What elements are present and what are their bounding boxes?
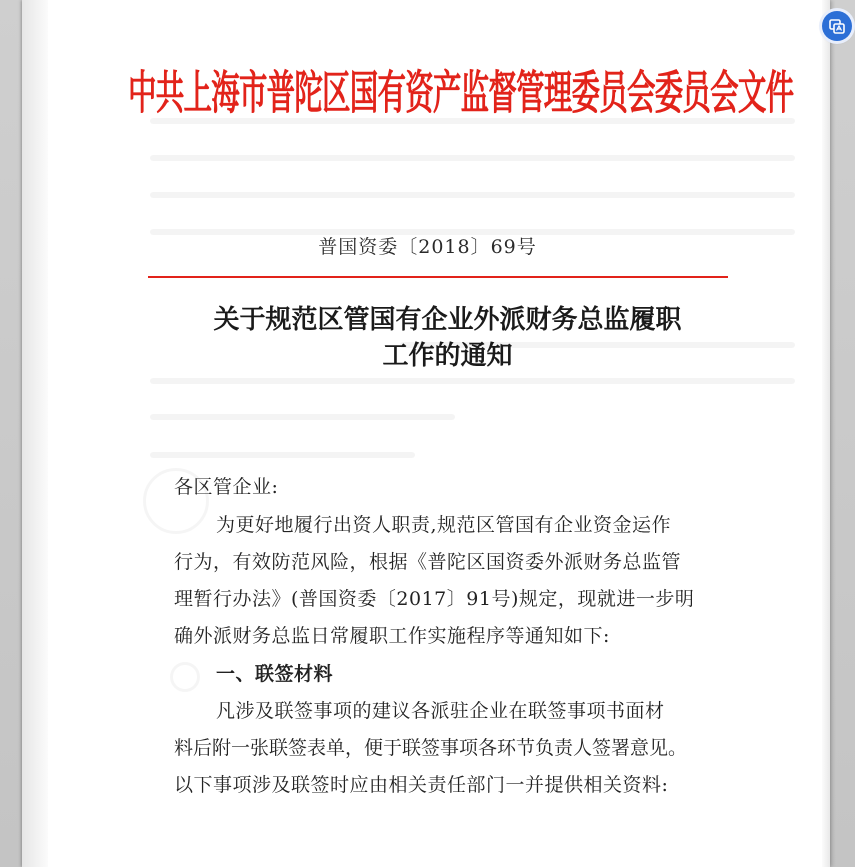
- red-divider: [148, 276, 728, 278]
- paragraph-line: 理暂行办法》(普国资委〔2017〕91号)规定，现就进一步明: [174, 588, 695, 610]
- notice-title: [0, 302, 855, 374]
- section-heading: 一、联签材料: [216, 663, 334, 685]
- paragraph-line: 确外派财务总监日常履职工作实施程序等通知如下:: [174, 625, 610, 647]
- bleed-through: [150, 414, 455, 420]
- notice-title-line-2: 工作的通知: [382, 341, 513, 371]
- punch-hole-mark: [170, 662, 200, 692]
- translate-button[interactable]: [822, 11, 852, 41]
- salutation: 各区管企业:: [174, 476, 279, 498]
- bleed-through: [150, 155, 795, 161]
- bleed-through: [150, 192, 795, 198]
- paragraph-line: 以下事项涉及联签时应由相关责任部门一并提供相关资料:: [174, 774, 669, 796]
- red-header-title: 中共上海市普陀区国有资产监督管理委员会委员会文件: [128, 66, 794, 121]
- bleed-through: [150, 378, 795, 384]
- translate-icon: [829, 18, 845, 34]
- document-number: 普国资委〔2018〕69号: [318, 236, 537, 258]
- bleed-through: [150, 452, 415, 458]
- notice-title-line-1: 关于规范区管国有企业外派财务总监履职: [213, 305, 682, 335]
- paragraph-line: 行为，有效防范风险，根据《普陀区国资委外派财务总监管: [174, 551, 682, 573]
- paragraph-line: 为更好地履行出资人职责,规范区管国有企业资金运作: [216, 514, 672, 536]
- paragraph-line: 料后附一张联签表单，便于联签事项各环节负责人签署意见。: [174, 737, 688, 759]
- paragraph-line: 凡涉及联签事项的建议各派驻企业在联签事项书面材: [216, 700, 665, 722]
